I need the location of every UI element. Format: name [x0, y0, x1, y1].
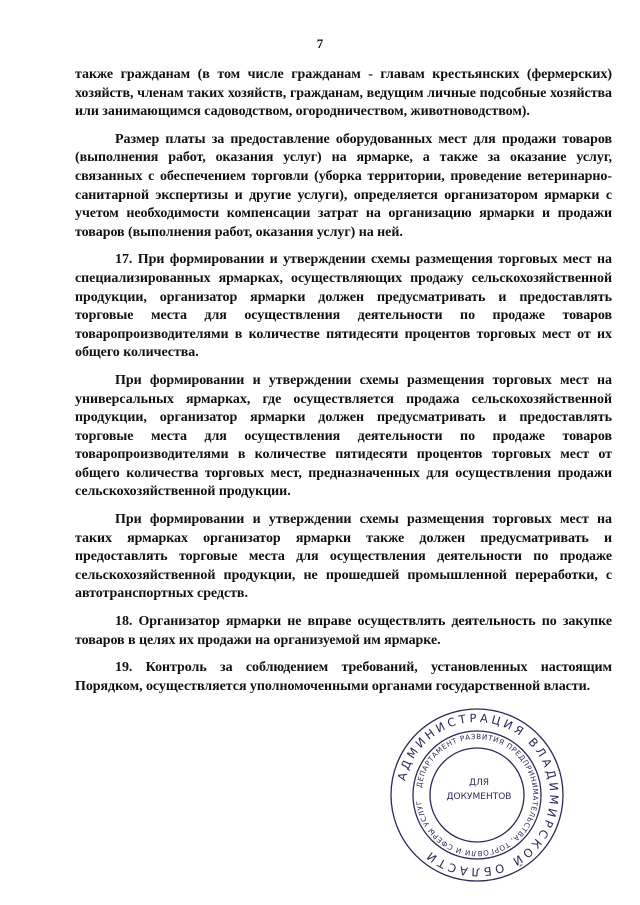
page-number: 7: [316, 36, 324, 51]
stamp-inner-text: ДЕПАРТАМЕНТ РАЗВИТИЯ ПРЕДПРИНИМАТЕЛЬСТВА, ТОРГОВЛИ И СФЕРЫ УСЛУГ: [414, 731, 541, 859]
paragraph-clause-19: 19. Контроль за соблюдением требований, установленных настоящим Порядком, осуществляется уполномоченными органами государственной власти.: [75, 660, 612, 694]
paragraph-clause-18: 18. Организатор ярмарки не вправе осуществлять деятельность по закупке товаров в целях их продажи на организуемой им ярмарке.: [75, 614, 612, 648]
paragraph-universal-fairs: При формировании и утверждении схемы размещения торговых мест на универсальных ярмарках, где осуществляется продажа сельскохозяйственной продукции, организатор ярмарки должен предусматривать и предоставлять торговые места для осуществления деятельности по продаже товаров товаропроизводителями в количестве пятидесяти процентов торговых мест от общего количества торговых мест, предназначенных для осуществления продажи сельскохозяйственной продукции.: [75, 372, 612, 500]
stamp-outer-text: АДМИНИСТРАЦИЯ ВЛАДИМИРСКОЙ ОБЛАСТИ: [394, 710, 562, 880]
stamp-center-line-1: ДЛЯ: [468, 778, 490, 788]
paragraph-vehicle-sales: При формировании и утверждении схемы размещения торговых мест на таких ярмарках организатор ярмарки также должен предусматривать и предоставлять торговые места для осуществления деятельности по продаже сельскохозяйственной продукции, не прошедшей промышленной переработки, с автотранспортных средств.: [75, 512, 612, 602]
paragraph-clause-17: 17. При формировании и утверждении схемы размещения торговых мест на специализированных ярмарках, осуществляющих продажу сельскохозяйственной продукции, организатор ярмарки должен предусматривать и предоставлять торговые места для осуществления деятельности по продаже товаров товаропроизводителями в количестве пятидесяти процентов торговых мест от их общего количества.: [75, 252, 612, 361]
paragraph-fee: Размер платы за предоставление оборудованных мест для продажи товаров (выполнения работ, оказания услуг) на ярмарке, а также за оказание услуг, связанных с обеспечением торговли (уборка территории, проведение ветеринарно-санитарной экспертизы и другие услуги), определяется организатором ярмарки с учетом необходимости компенсации затрат на организацию ярмарки и продажи товаров (выполнения работ, оказания услуг) на ней.: [75, 131, 612, 240]
paragraph-continuation: также гражданам (в том числе гражданам - главам крестьянских (фермерских) хозяйств, членам таких хозяйств, гражданам, ведущим личные подсобные хозяйства или занимающимся садоводством, огородничеством, животноводством).: [75, 67, 612, 120]
official-stamp: [387, 705, 567, 885]
stamp-center-line-2: ДОКУМЕНТОВ: [446, 792, 512, 802]
document-body: [75, 66, 612, 705]
